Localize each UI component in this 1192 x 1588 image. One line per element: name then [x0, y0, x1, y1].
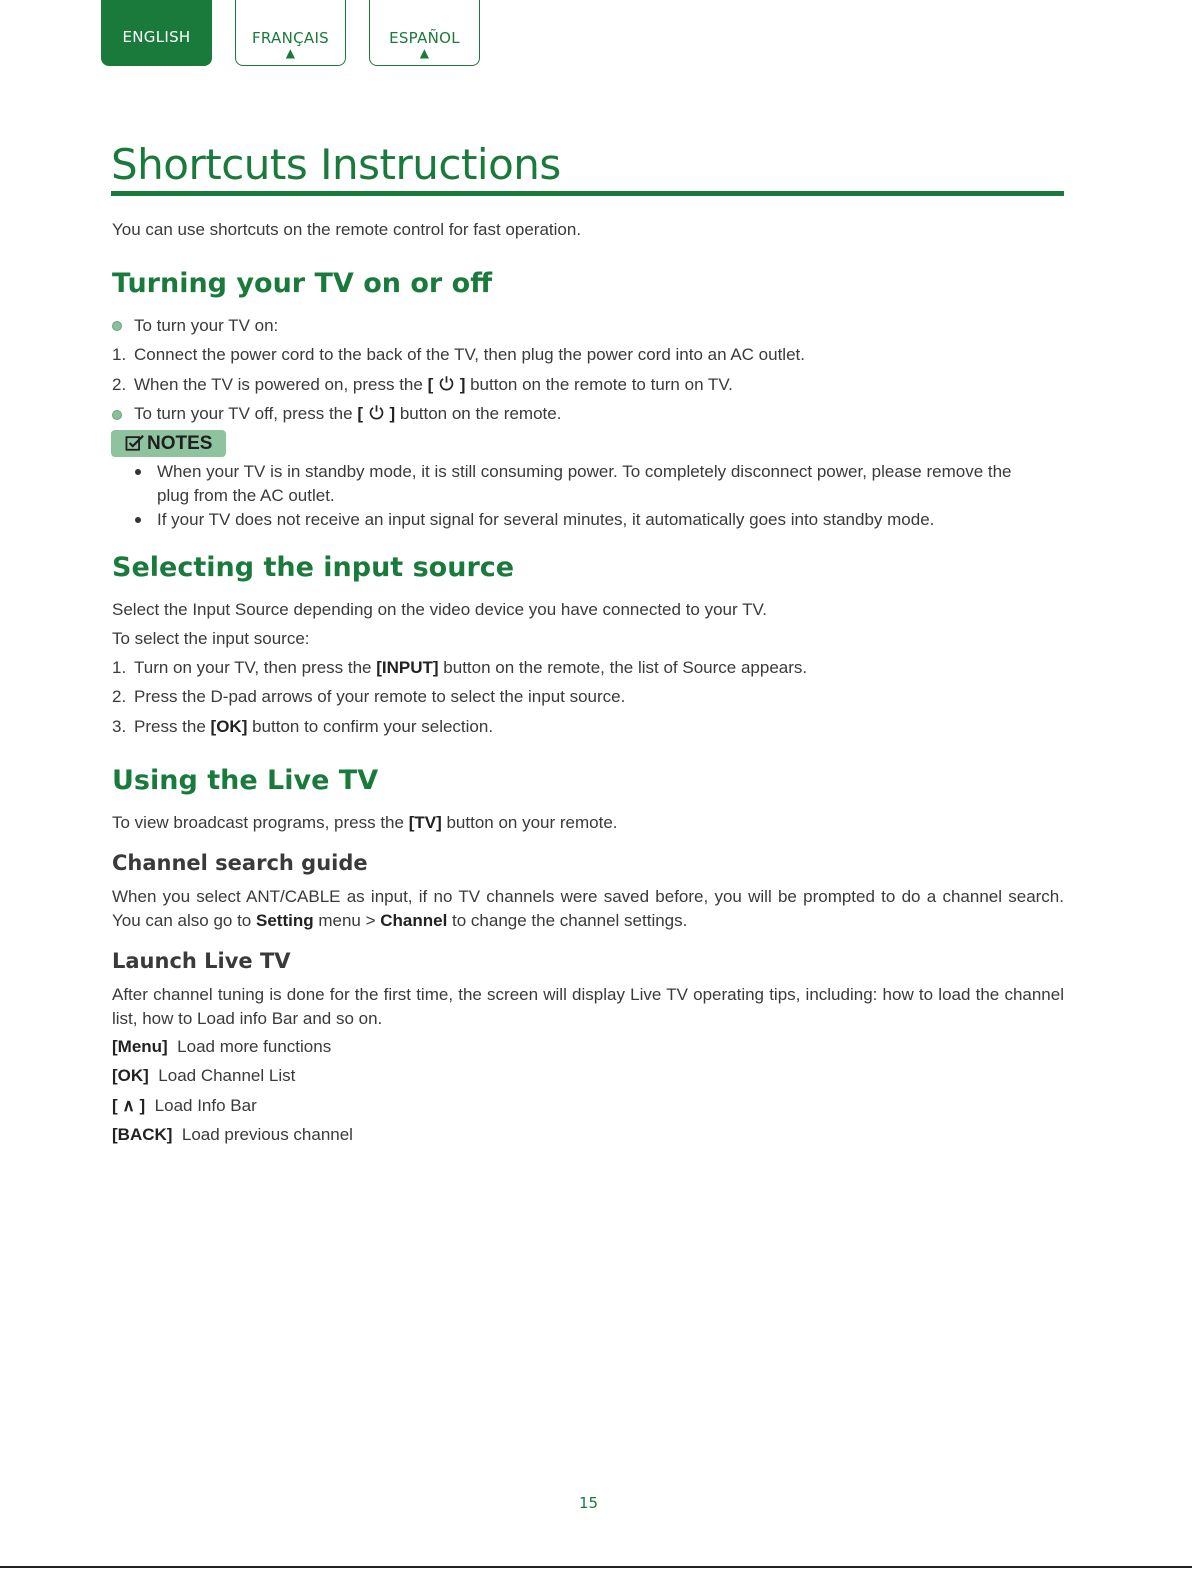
input-step-3-pre: Press the [134, 717, 211, 736]
channel-search-post: to change the channel settings. [447, 911, 688, 930]
tab-english-label: ENGLISH [122, 28, 191, 46]
input-step-3 [134, 717, 493, 737]
turn-off-post: button on the remote. [395, 404, 562, 423]
step-number: 2. [112, 687, 127, 706]
key-description: Load more functions [177, 1037, 332, 1056]
key-row-up [112, 1096, 257, 1116]
turn-off-pre: To turn your TV off, press the [134, 404, 358, 423]
input-step-1-post: button on the remote, the list of Source appears. [438, 658, 808, 677]
bottom-border [0, 1566, 1192, 1568]
intro-text: You can use shortcuts on the remote control for fast operation. [112, 220, 582, 239]
live-tv-pre: To view broadcast programs, press the [112, 813, 409, 832]
key-row-back [112, 1125, 353, 1145]
step-number: 3. [112, 717, 127, 736]
notes-badge [111, 430, 226, 457]
input-step-1-pre: Turn on your TV, then press the [134, 658, 377, 677]
turn-on-label: To turn your TV on: [134, 316, 279, 335]
key-label: [BACK] [112, 1125, 173, 1144]
input-step-1 [134, 658, 807, 678]
triangle-up-icon: ▲ [285, 46, 296, 60]
input-line-2: To select the input source: [112, 629, 310, 648]
tab-english[interactable] [101, 0, 212, 66]
tv-key: [TV] [408, 813, 442, 832]
power-icon [438, 375, 455, 392]
turn-off-text: To turn your TV off, press the [ ] button on the remote. [134, 404, 562, 423]
key-row-menu [112, 1037, 331, 1057]
launch-live-tv-text: After channel tuning is done for the first time, the screen will display Live TV operating tips, including: how to load the channel list, how to Load info Bar and so on. [112, 985, 1064, 1028]
section-heading-live-tv: Using the Live TV [112, 765, 379, 796]
power-step-2-pre: When the TV is powered on, press the [134, 375, 428, 394]
key-description: Load Channel List [158, 1066, 296, 1085]
section-heading-input: Selecting the input source [112, 552, 515, 583]
channel-term: Channel [380, 911, 448, 930]
power-step-1: Connect the power cord to the back of the TV, then plug the power cord into an AC outlet. [134, 345, 805, 364]
step-number: 1. [112, 345, 127, 364]
key-description: Load Info Bar [154, 1096, 257, 1115]
tab-francais-label: FRANÇAIS [251, 29, 329, 47]
live-tv-line [112, 813, 618, 833]
bullet-dot-icon [112, 410, 122, 420]
subheading-launch-live-tv: Launch Live TV [112, 949, 291, 973]
triangle-up-icon: ▲ [419, 46, 430, 60]
step-number: 1. [112, 658, 127, 677]
bullet-icon [135, 517, 141, 523]
note-1-line-1: When your TV is in standby mode, it is still consuming power. To completely disconnect power, please remove the [157, 462, 1012, 481]
key-label: [ ∧ ] [112, 1096, 146, 1115]
tab-francais[interactable] [235, 0, 346, 66]
note-1-line-2: plug from the AC outlet. [157, 486, 335, 505]
input-line-1: Select the Input Source depending on the video device you have connected to your TV. [112, 600, 767, 619]
bullet-icon [135, 469, 141, 475]
key-label: [OK] [112, 1066, 149, 1085]
input-key: [INPUT] [376, 658, 439, 677]
power-step-2: When the TV is powered on, press the [ ] button on the remote to turn on TV. [134, 375, 733, 394]
key-row-ok [112, 1066, 295, 1086]
input-step-2: Press the D-pad arrows of your remote to select the input source. [134, 687, 626, 706]
page-title: Shortcuts Instructions [111, 140, 561, 189]
edit-check-icon [125, 434, 145, 452]
bullet-dot-icon [112, 321, 122, 331]
title-divider [111, 191, 1064, 196]
live-tv-post: button on your remote. [441, 813, 618, 832]
channel-search-pre: When you select ANT/CABLE as input, if no TV channels were saved before, you will be prompted to do a channel search. You can also go to [112, 887, 1064, 930]
step-number: 2. [112, 375, 127, 394]
notes-label: NOTES [147, 433, 213, 454]
key-description: Load previous channel [181, 1125, 353, 1144]
input-step-3-post: button to confirm your selection. [247, 717, 494, 736]
power-step-2-post: button on the remote to turn on TV. [465, 375, 733, 394]
tab-espanol-label: ESPAÑOL [389, 29, 460, 47]
note-2: If your TV does not receive an input signal for several minutes, it automatically goes into standby mode. [157, 510, 935, 529]
section-heading-power: Turning your TV on or off [112, 268, 493, 299]
tab-espanol[interactable] [369, 0, 480, 66]
power-icon [368, 404, 385, 421]
channel-search-mid: menu > [313, 911, 381, 930]
setting-term: Setting [256, 911, 314, 930]
key-label: [Menu] [112, 1037, 168, 1056]
channel-search-text [112, 885, 1064, 933]
page-number: 15 [578, 1494, 599, 1512]
subheading-channel-search: Channel search guide [112, 851, 368, 875]
ok-key: [OK] [210, 717, 248, 736]
